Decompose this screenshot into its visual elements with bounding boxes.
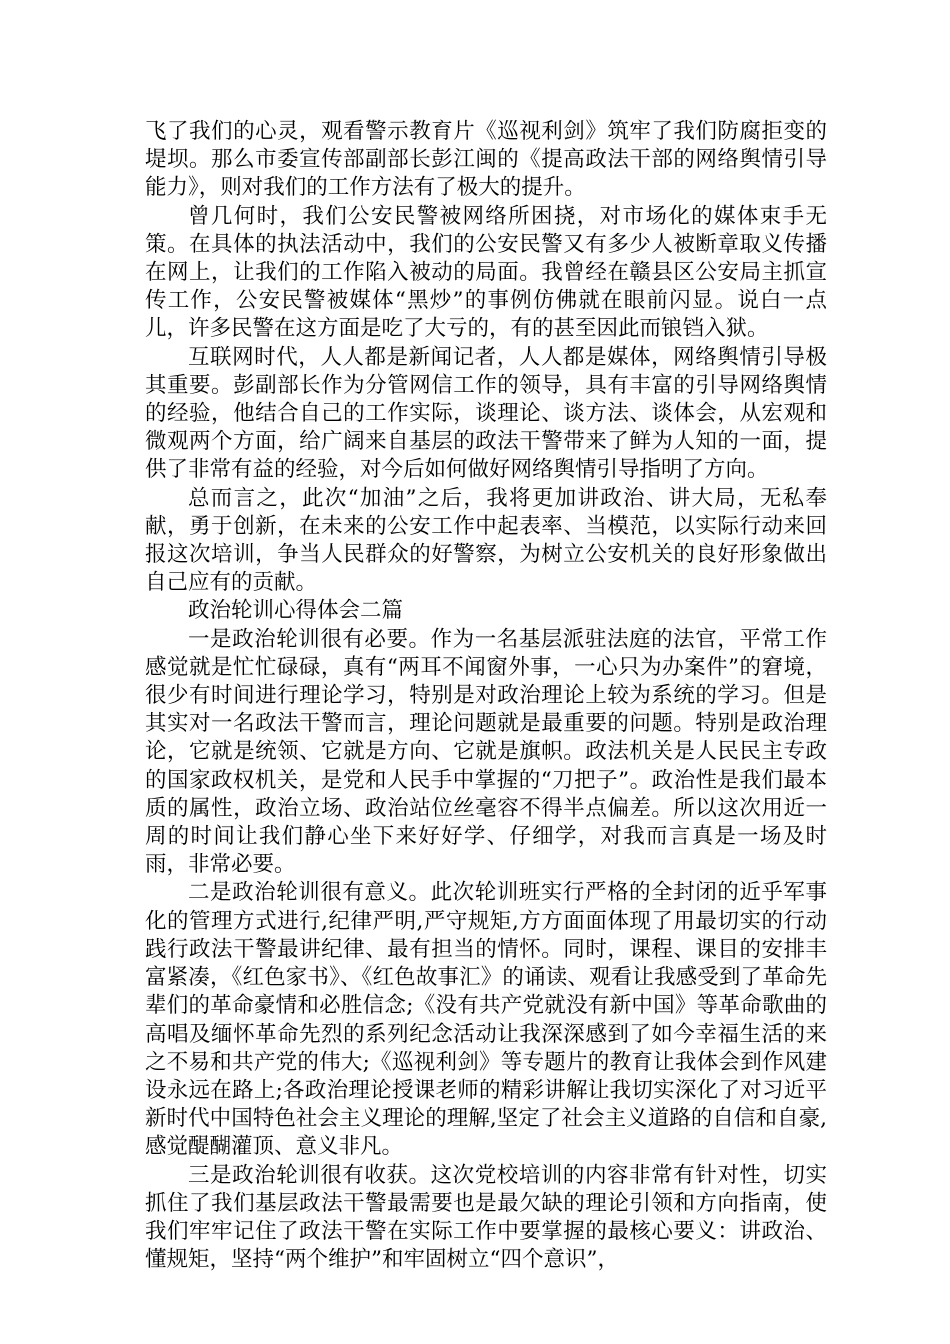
section-heading: 政治轮训心得体会二篇	[188, 598, 404, 624]
paragraph-7: 三是政治轮训很有收获。这次党校培训的内容非常有针对性，切实抓住了我们基层政法干警最需要也是最欠缺的理论引领和方向指南，使我们牢牢记住了政法干警在实际工作中要掌握的最核心要义：讲政治、懂规矩，坚持“两个维护”和牢固树立“四个意识”，	[145, 1162, 827, 1273]
paragraph-3: 互联网时代，人人都是新闻记者，人人都是媒体，网络舆情引导极其重要。彭副部长作为分管网信工作的领导，具有丰富的引导网络舆情的经验，他结合自己的工作实际，谈理论、谈方法、谈体会，从宏观和微观两个方面，给广阔来自基层的政法干警带来了鲜为人知的一面，提供了非常有益的经验，对今后如何做好网络舆情引导指明了方向。	[145, 344, 827, 483]
paragraph-5: 一是政治轮训很有必要。作为一名基层派驻法庭的法官，平常工作感觉就是忙忙碌碌，真有“两耳不闻窗外事，一心只为办案件”的窘境，很少有时间进行理论学习，特别是对政治理论上较为系统的学习。但是其实对一名政法干警而言，理论问题就是最重要的问题。特别是政治理论，它就是统领、它就是方向、它就是旗帜。政法机关是人民民主专政的国家政权机关，是党和人民手中掌握的“刀把子”。政治性是我们最本质的属性，政治立场、政治站位丝毫容不得半点偏差。所以这次用近一周的时间让我们静心坐下来好好学、仔细学，对我而言真是一场及时雨，非常必要。	[145, 626, 827, 878]
paragraph-6: 二是政治轮训很有意义。此次轮训班实行严格的全封闭的近乎军事化的管理方式进行,纪律严明,严守规矩,方方面面体现了用最切实的行动践行政法干警最讲纪律、最有担当的情怀。同时，课程、课目的安排丰富紧凑，《红色家书》、《红色故事汇》的诵读、观看让我感受到了革命先辈们的革命豪情和必胜信念;《没有共产党就没有新中国》等革命歌曲的高唱及缅怀革命先烈的系列纪念活动让我深深感到了如今幸福生活的来之不易和共产党的伟大;《巡视利剑》等专题片的教育让我体会到作风建设永远在路上;各政治理论授课老师的精彩讲解让我切实深化了对习近平新时代中国特色社会主义理论的理解,坚定了社会主义道路的自信和自豪,感觉醍醐灌顶、意义非凡。	[145, 880, 827, 1160]
document-body	[145, 118, 827, 1274]
paragraph-4: 总而言之，此次“加油”之后，我将更加讲政治、讲大局，无私奉献，勇于创新，在未来的公安工作中起表率、当模范，以实际行动来回报这次培训，争当人民群众的好警察，为树立公安机关的良好形象做出自己应有的贡献。	[145, 485, 827, 596]
paragraph-1: 飞了我们的心灵，观看警示教育片《巡视利剑》筑牢了我们防腐拒变的堤坝。那么市委宣传部副部长彭江闽的《提高政法干部的网络舆情引导能力》，则对我们的工作方法有了极大的提升。	[145, 119, 827, 201]
paragraph-2: 曾几何时，我们公安民警被网络所困挠，对市场化的媒体束手无策。在具体的执法活动中，我们的公安民警又有多少人被断章取义传播在网上，让我们的工作陷入被动的局面。我曾经在赣县区公安局主抓宣传工作，公安民警被媒体“黑炒”的事例仿佛就在眼前闪显。说白一点儿，许多民警在这方面是吃了大亏的，有的甚至因此而锒铛入狱。	[145, 203, 827, 342]
